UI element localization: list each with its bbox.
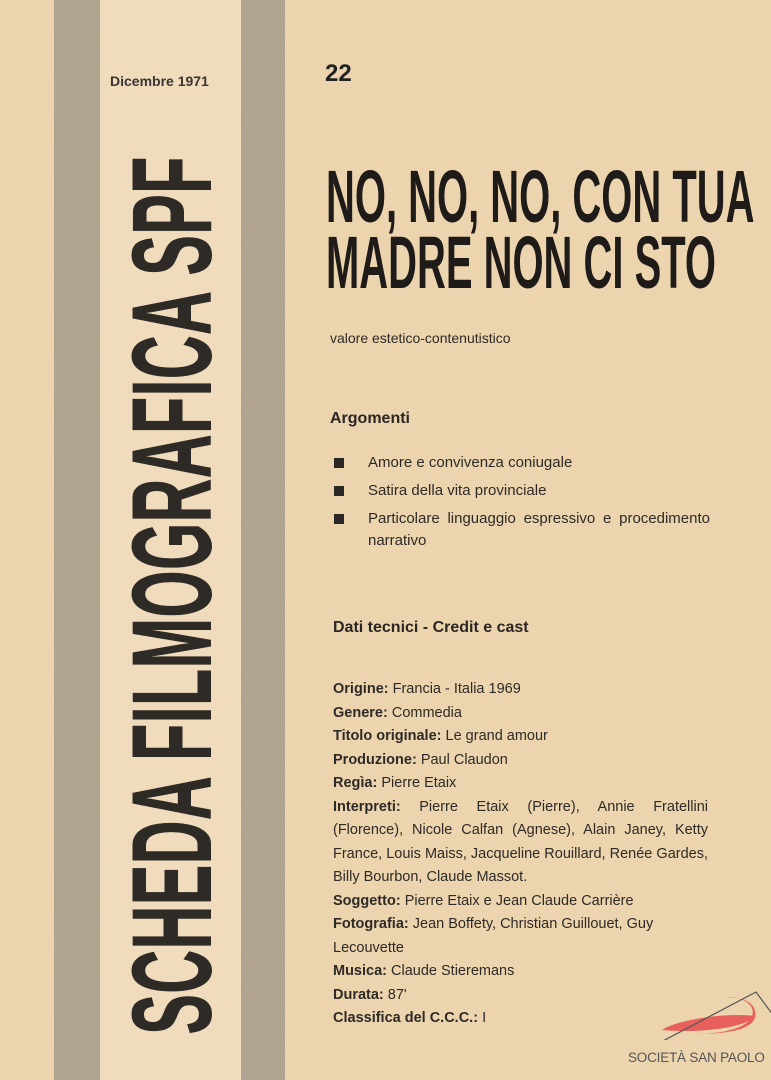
- credit-value: Claude Stieremans: [391, 963, 515, 979]
- credit-value: Pierre Etaix: [381, 775, 457, 791]
- left-gray-band: [54, 0, 100, 1080]
- credit-value: Pierre Etaix (Pierre), Annie Fratellini (Florence), Nicole Calfan (Agnese), Alain Janey, Ketty France, Louis Maiss, Jacqueline Rouillard, Renée Gardes, Billy Bourbon, Claude Massot.: [333, 798, 708, 885]
- credit-label: Produzione:: [333, 751, 417, 768]
- credit-value: Le grand amour: [445, 728, 548, 744]
- credit-value: I: [482, 1010, 487, 1026]
- credit-row: [333, 913, 708, 960]
- rating-text: valore estetico-contenutistico: [330, 330, 511, 346]
- film-title: [326, 155, 755, 304]
- credit-row: [333, 749, 708, 773]
- credit-value: Commedia: [391, 704, 462, 721]
- film-title-line-2: MADRE NON CI STO: [326, 221, 717, 304]
- credit-label: Titolo originale:: [333, 728, 442, 744]
- list-item: Amore e convivenza coniugale: [330, 452, 710, 474]
- credits-heading: Dati tecnici - Credit e cast: [333, 619, 529, 636]
- credit-row: [333, 1007, 708, 1031]
- credit-value: Francia - Italia 1969: [392, 681, 521, 697]
- argomenti-heading: Argomenti: [330, 410, 410, 427]
- credit-label: Regìa:: [333, 775, 378, 791]
- credit-row: [333, 960, 708, 984]
- credits-list: [333, 678, 708, 1031]
- credit-label: Origine:: [333, 681, 389, 697]
- credit-row: [333, 796, 708, 890]
- credit-value: Jean Boffety, Christian Guillouet, Guy Lecouvette: [333, 916, 654, 956]
- credit-value: Paul Claudon: [420, 751, 508, 768]
- film-title-line-1: NO, NO, NO, CON TUA: [326, 155, 755, 238]
- credit-label: Genere:: [333, 704, 388, 721]
- credit-value: Pierre Etaix e Jean Claude Carrière: [404, 892, 634, 909]
- credit-row: [333, 984, 708, 1008]
- argomenti-list: [330, 452, 710, 558]
- issue-number: 22: [325, 60, 352, 87]
- list-item: Particolare linguaggio espressivo e procedimento narrativo: [330, 508, 710, 552]
- credit-row: [333, 890, 708, 914]
- credit-row: [333, 772, 708, 796]
- credit-label: Soggetto:: [333, 892, 401, 909]
- credit-row: [333, 725, 708, 749]
- publisher-name: SOCIETÀ SAN PAOLO: [628, 1050, 765, 1065]
- credit-label: Musica:: [333, 963, 387, 979]
- credit-label: Durata:: [333, 986, 384, 1003]
- san-paolo-logo-icon: [656, 990, 771, 1040]
- credit-label: Interpreti:: [333, 798, 401, 815]
- series-title-text: SCHEDA FILMOGRAFICA SPF: [109, 156, 235, 1035]
- issue-date: Dicembre 1971: [110, 73, 209, 89]
- credit-label: Fotografia:: [333, 916, 409, 932]
- credit-row: [333, 678, 708, 702]
- series-title-vertical: [109, 156, 235, 1035]
- right-gray-band: [241, 0, 285, 1080]
- credit-row: [333, 702, 708, 726]
- list-item: Satira della vita provinciale: [330, 480, 710, 502]
- credit-value: 87': [387, 986, 407, 1003]
- credit-label: Classifica del C.C.C.:: [333, 1010, 479, 1026]
